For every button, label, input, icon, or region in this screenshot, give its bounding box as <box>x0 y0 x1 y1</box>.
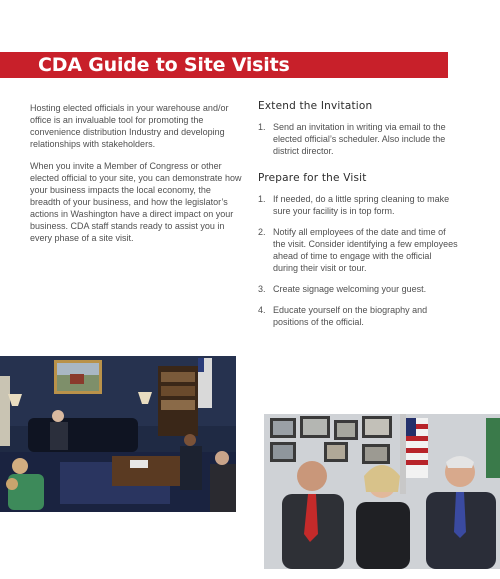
list-item <box>258 304 458 328</box>
intro-paragraph: When you invite a Member of Congress or other elected official to your site, you can demonstrate how your business impacts the local economy, the breadth of your business, and how the legislator’s actions in Washington have a direct impact on your business. CDA staff stands ready to assist you in every phase of a site visit. <box>30 161 242 243</box>
list-number: 1. <box>258 194 266 204</box>
list-item <box>258 193 458 217</box>
steps-column <box>258 100 458 337</box>
list-text: Educate yourself on the biography and positions of the official. <box>273 305 428 327</box>
section-heading-invitation: Extend the Invitation <box>258 100 373 112</box>
list-number: 3. <box>258 284 266 294</box>
title-banner <box>0 52 448 78</box>
list-text: Send an invitation in writing via email to the elected official’s scheduler. Also include the district director. <box>273 122 446 156</box>
office-meeting-photo <box>0 356 236 512</box>
list-text: If needed, do a little spring cleaning to make sure your facility is in top form. <box>273 194 450 216</box>
invitation-steps <box>258 121 458 157</box>
page-title: CDA Guide to Site Visits <box>38 54 290 76</box>
prepare-steps <box>258 193 458 328</box>
list-number: 1. <box>258 122 266 132</box>
section-heading-prepare: Prepare for the Visit <box>258 172 367 184</box>
list-item <box>258 226 458 274</box>
intro-column <box>30 102 242 254</box>
list-text: Notify all employees of the date and time of the visit. Consider identifying a few employees ahead of time to engage with the official during their visit or tour. <box>273 227 458 273</box>
list-text: Create signage welcoming your guest. <box>273 284 427 294</box>
list-item <box>258 283 458 295</box>
intro-paragraph: Hosting elected officials in your warehouse and/or office is an invaluable tool for promoting the convenience distribution Industry and developing relationships with stakeholders. <box>30 103 229 149</box>
office-meeting-illustration <box>0 356 236 512</box>
list-number: 4. <box>258 305 266 315</box>
group-portrait-illustration <box>264 414 500 569</box>
group-portrait-photo <box>264 414 500 569</box>
list-number: 2. <box>258 227 266 237</box>
list-item <box>258 121 458 157</box>
